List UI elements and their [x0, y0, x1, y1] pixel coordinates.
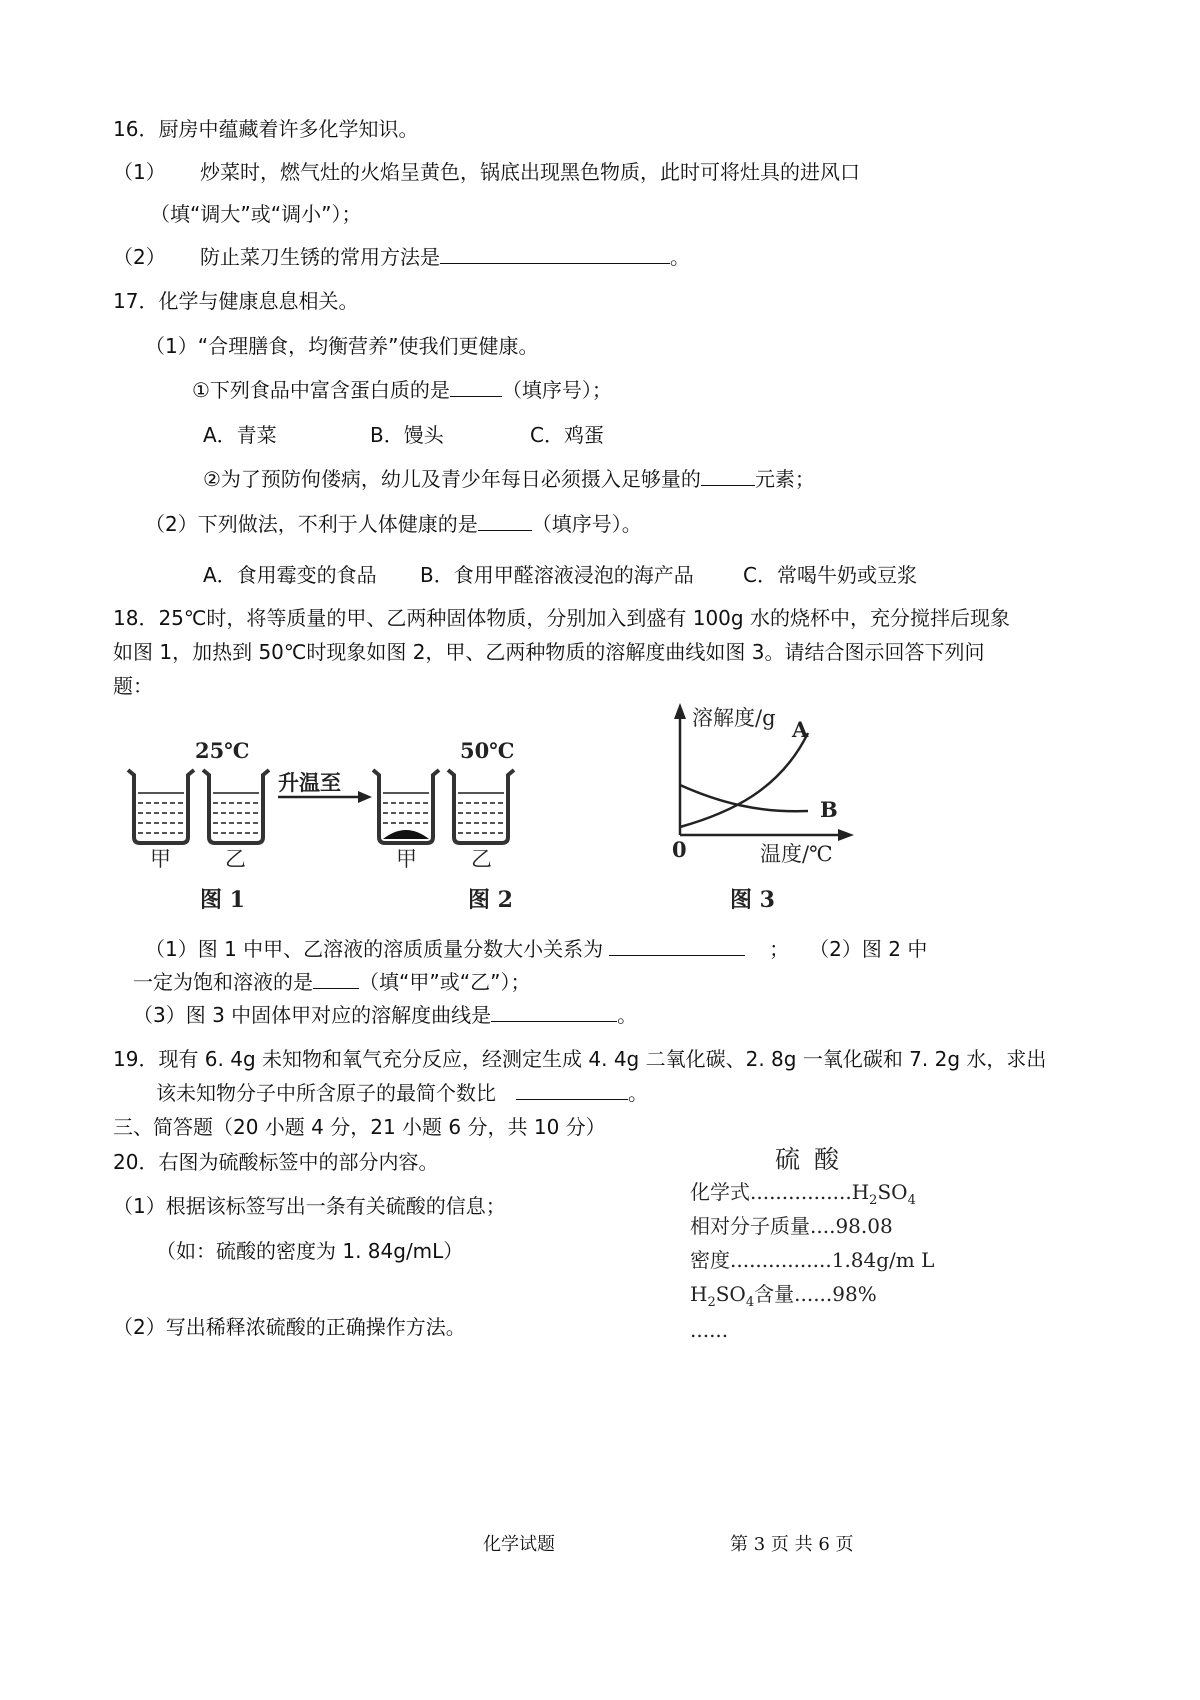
q19-line-2: [156, 1079, 648, 1107]
q17-option-a: A．青菜: [203, 423, 277, 447]
q18-answer3-text: （3）图 3 中固体甲对应的溶解度曲线是: [133, 1003, 492, 1027]
q16-part2-line: [200, 243, 690, 271]
curve-b: [680, 785, 808, 811]
q17-part2-option-b: B．食用甲醛溶液浸泡的海产品: [420, 563, 694, 587]
formula-dots: ................: [750, 1180, 852, 1204]
fig3-caption: 图 3: [730, 887, 775, 913]
q17-title: 17．化学与健康息息相关。: [113, 289, 359, 313]
formula-h: H: [851, 1180, 870, 1204]
q19-text: 该未知物分子中所含原子的最简个数比: [156, 1081, 496, 1105]
mass-key: 相对分子质量: [690, 1214, 810, 1238]
q16-part1-text: 炒菜时，燃气灶的火焰呈黄色，锅底出现黑色物质，此时可将灶具的进风口: [200, 160, 860, 184]
curve-b-label: B: [820, 797, 838, 822]
q18-answer2-start: （2）图 2 中: [809, 937, 928, 961]
q18-line-2: 如图 1，加热到 50℃时现象如图 2，甲、乙两种物质的溶解度曲线如图 3。请结合图示回答下列问: [113, 640, 985, 664]
formula-sub2: 2: [869, 1193, 878, 1208]
x-axis-label: 温度/℃: [760, 842, 833, 866]
q20-part1: （1）根据该标签写出一条有关硫酸的信息；: [113, 1194, 506, 1218]
q17-sub1-text: ①下列食品中富含蛋白质的是: [192, 378, 450, 402]
acid-label-molar-mass: [690, 1210, 893, 1239]
beaker-yi-50: [448, 770, 514, 843]
acid-label-formula: [690, 1176, 916, 1208]
arrow-label: 升温至: [278, 770, 341, 795]
content-sub4: 4: [745, 1295, 755, 1310]
q17-sub1-line: [192, 376, 612, 404]
q18-answer1-sep: ；: [769, 937, 790, 961]
footer-subject: 化学试题: [483, 1534, 555, 1555]
q17-sub1-answer-blank[interactable]: [450, 376, 502, 397]
q20-part1-example: （如：硫酸的密度为 1. 84g/mL）: [156, 1239, 464, 1263]
acid-label-ellipsis: ......: [690, 1318, 729, 1342]
q16-part2-number: （2）: [113, 245, 166, 269]
q17-sub2-answer-blank[interactable]: [701, 465, 755, 486]
formula-so: SO: [877, 1180, 908, 1204]
q17-sub2-end: 元素；: [754, 467, 815, 491]
fig1-caption: 图 1: [200, 887, 245, 913]
content-key: 含量: [754, 1282, 795, 1306]
q17-part2-text: （2）下列做法，不利于人体健康的是: [145, 512, 478, 536]
q18-answer3-end: 。: [617, 1003, 638, 1027]
q17-sub1-hint: （填序号）；: [501, 378, 612, 402]
density-key: 密度: [690, 1248, 730, 1272]
q16-part2-text: 防止菜刀生锈的常用方法是: [200, 245, 440, 269]
acid-label-content: [690, 1278, 877, 1310]
q18-answer1-text: （1）图 1 中甲、乙溶液的溶质质量分数大小关系为: [145, 937, 604, 961]
y-axis-label: 溶解度/g: [692, 706, 776, 730]
q20-part2: （2）写出稀释浓硫酸的正确操作方法。: [113, 1315, 466, 1339]
q17-part1: （1）“合理膳食，均衡营养”使我们更健康。: [145, 334, 539, 358]
curve-a-label: A: [792, 717, 809, 742]
content-dots: ......: [794, 1282, 833, 1306]
origin-label: 0: [672, 837, 687, 862]
footer-page-number: 第 3 页 共 6 页: [730, 1534, 854, 1555]
undissolved-solid: [383, 830, 429, 839]
beaker-jia-label-2: 甲: [396, 847, 417, 871]
acid-label-density: [690, 1244, 934, 1273]
q18-answer1-line: [145, 935, 927, 963]
beaker-jia-50: [373, 770, 439, 843]
q16-part2-end: 。: [670, 245, 690, 269]
content-h: H: [690, 1282, 708, 1306]
q16-part1-continuation: （填“调大”或“调小”）；: [150, 202, 362, 226]
formula-sub4: 4: [907, 1193, 916, 1208]
q18-answer2-line: [133, 968, 530, 996]
beaker-yi-label-2: 乙: [471, 847, 492, 871]
q19-answer-blank[interactable]: [516, 1079, 628, 1100]
q17-part2-line: [145, 510, 642, 538]
content-sub2: 2: [707, 1295, 716, 1310]
q17-part2-option-c: C．常喝牛奶或豆浆: [743, 563, 917, 587]
temp-25-label: 25℃: [195, 738, 250, 763]
beaker-figures: [120, 725, 580, 915]
q18-answer2-text: 一定为饱和溶液的是: [133, 970, 313, 994]
q17-part2-option-a: A．食用霉变的食品: [203, 563, 377, 587]
density-value: 1.84g/m L: [831, 1248, 935, 1272]
q19-line-1: 19．现有 6. 4g 未知物和氧气充分反应，经测定生成 4. 4g 二氧化碳、2. 8g 一氧化碳和 7. 2g 水，求出: [113, 1047, 1047, 1071]
q18-line-3: 题：: [113, 674, 153, 698]
q17-sub2-line: [203, 465, 815, 493]
q18-answer3-blank[interactable]: [491, 1001, 617, 1022]
q18-line-1: 18．25℃时，将等质量的甲、乙两种固体物质，分别加入到盛有 100g 水的烧杯中，充分搅拌后现象: [113, 606, 1010, 630]
section-3-heading: 三、简答题（20 小题 4 分，21 小题 6 分，共 10 分）: [113, 1115, 606, 1139]
solubility-curve-figure: [640, 695, 930, 920]
q18-answer2-blank[interactable]: [313, 968, 359, 989]
q17-option-b: B．馒头: [370, 423, 444, 447]
q19-end: 。: [628, 1081, 648, 1105]
q16-part2-answer-blank[interactable]: [440, 243, 670, 264]
beaker-yi-label-1: 乙: [225, 847, 246, 871]
q18-answer3-line: [133, 1001, 637, 1029]
q16-title: 16．厨房中蕴藏着许多化学知识。: [113, 117, 419, 141]
q16-part1-number: （1）: [113, 160, 166, 184]
beaker-yi-25: [203, 770, 269, 843]
q17-part2-hint: （填序号）。: [531, 512, 642, 536]
curve-a: [680, 733, 808, 827]
content-so: SO: [715, 1282, 746, 1306]
q20-title: 20．右图为硫酸标签中的部分内容。: [113, 1150, 439, 1174]
q17-option-c: C．鸡蛋: [530, 423, 604, 447]
q17-part2-answer-blank[interactable]: [478, 510, 532, 531]
q18-answer2-hint: （填“甲”或“乙”）；: [359, 970, 531, 994]
fig2-caption: 图 2: [468, 887, 513, 913]
formula-key: 化学式: [690, 1180, 750, 1204]
acid-label-title: 硫酸: [775, 1145, 854, 1174]
content-value: 98%: [832, 1282, 877, 1306]
q17-sub2-text: ②为了预防佝偻病，幼儿及青少年每日必须摄入足够量的: [203, 467, 701, 491]
mass-value: 98.08: [835, 1214, 893, 1238]
mass-dots: ....: [810, 1214, 836, 1238]
beaker-jia-label-1: 甲: [150, 847, 171, 871]
density-dots: ................: [730, 1248, 832, 1272]
heat-arrow: [278, 770, 372, 803]
temp-50-label: 50℃: [460, 738, 515, 763]
q18-answer1-blank[interactable]: [609, 935, 745, 956]
beaker-jia-25: [128, 770, 194, 843]
